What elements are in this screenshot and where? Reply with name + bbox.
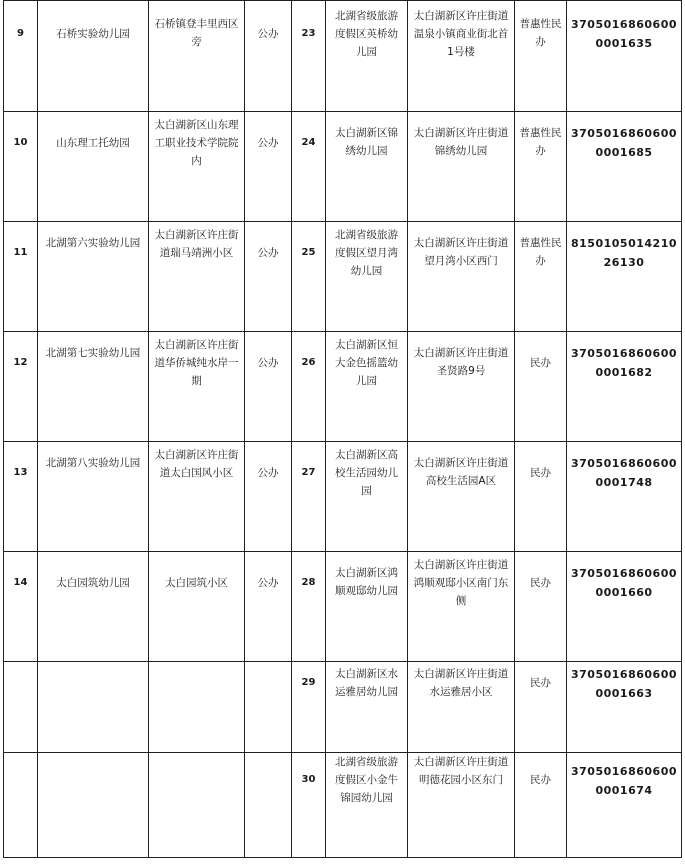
- right-number: 28: [292, 552, 326, 662]
- right-type: 普惠性民办: [515, 112, 567, 222]
- left-kindergarten-name: 山东理工托幼园: [38, 112, 149, 222]
- left-kindergarten-name: 北湖第八实验幼儿园: [38, 442, 149, 552]
- right-kindergarten-name: 北湖省级旅游度假区小金牛锦园幼儿园: [326, 753, 408, 858]
- left-number: [4, 662, 38, 753]
- right-number: 23: [292, 1, 326, 112]
- right-kindergarten-name: 北湖省级旅游度假区英桥幼儿园: [326, 1, 408, 112]
- right-type: 普惠性民办: [515, 1, 567, 112]
- left-address: 太白园筑小区: [149, 552, 245, 662]
- left-number: 13: [4, 442, 38, 552]
- right-kindergarten-name: 太白湖新区水运雅居幼儿园: [326, 662, 408, 753]
- table-row: [4, 1, 682, 112]
- right-address: 太白湖新区许庄街道望月湾小区西门: [408, 222, 515, 332]
- table-row: [4, 552, 682, 662]
- left-address: 石桥镇登丰里西区旁: [149, 1, 245, 112]
- right-address: 太白湖新区许庄街道鸿顺观邸小区南门东侧: [408, 552, 515, 662]
- right-type: 民办: [515, 332, 567, 442]
- right-number: 25: [292, 222, 326, 332]
- table-row: [4, 662, 682, 753]
- left-type: 公办: [245, 112, 292, 222]
- left-kindergarten-name: [38, 753, 149, 858]
- right-number: 29: [292, 662, 326, 753]
- left-address: [149, 662, 245, 753]
- left-type: [245, 662, 292, 753]
- right-address: 太白湖新区许庄街道温泉小镇商业街北首1号楼: [408, 1, 515, 112]
- license-code: 37050168606000001685: [567, 112, 682, 222]
- left-type: 公办: [245, 552, 292, 662]
- left-address: 太白湖新区许庄街道华侨城纯水岸一期: [149, 332, 245, 442]
- right-kindergarten-name: 北湖省级旅游度假区望月湾幼儿园: [326, 222, 408, 332]
- right-type: 民办: [515, 552, 567, 662]
- license-code: 37050168606000001635: [567, 1, 682, 112]
- left-type: 公办: [245, 332, 292, 442]
- left-address: [149, 753, 245, 858]
- table-row: [4, 442, 682, 552]
- left-address: 太白湖新区许庄街道瑞马靖洲小区: [149, 222, 245, 332]
- right-number: 26: [292, 332, 326, 442]
- table-body: [4, 1, 682, 858]
- license-code: 37050168606000001748: [567, 442, 682, 552]
- left-type: 公办: [245, 442, 292, 552]
- left-kindergarten-name: [38, 662, 149, 753]
- license-code: 37050168606000001663: [567, 662, 682, 753]
- left-number: 10: [4, 112, 38, 222]
- left-number: 14: [4, 552, 38, 662]
- left-number: 12: [4, 332, 38, 442]
- table-row: [4, 753, 682, 858]
- license-code: 37050168606000001660: [567, 552, 682, 662]
- license-code: 37050168606000001674: [567, 753, 682, 858]
- right-address: 太白湖新区许庄街道高校生活园A区: [408, 442, 515, 552]
- right-type: 民办: [515, 662, 567, 753]
- table-row: [4, 112, 682, 222]
- left-type: [245, 753, 292, 858]
- right-kindergarten-name: 太白湖新区恒大金色摇篮幼儿园: [326, 332, 408, 442]
- right-address: 太白湖新区许庄街道锦绣幼儿园: [408, 112, 515, 222]
- left-kindergarten-name: 北湖第七实验幼儿园: [38, 332, 149, 442]
- license-code: 815010501421026130: [567, 222, 682, 332]
- left-type: 公办: [245, 1, 292, 112]
- left-number: 9: [4, 1, 38, 112]
- right-address: 太白湖新区许庄街道明德花园小区东门: [408, 753, 515, 858]
- right-kindergarten-name: 太白湖新区鸿顺观邸幼儿园: [326, 552, 408, 662]
- left-number: [4, 753, 38, 858]
- right-number: 24: [292, 112, 326, 222]
- license-code: 37050168606000001682: [567, 332, 682, 442]
- left-address: 太白湖新区山东理工职业技术学院院内: [149, 112, 245, 222]
- left-address: 太白湖新区许庄街道太白国风小区: [149, 442, 245, 552]
- right-kindergarten-name: 太白湖新区锦绣幼儿园: [326, 112, 408, 222]
- right-type: 普惠性民办: [515, 222, 567, 332]
- left-kindergarten-name: 太白园筑幼儿园: [38, 552, 149, 662]
- right-type: 民办: [515, 442, 567, 552]
- right-kindergarten-name: 太白湖新区高校生活园幼儿园: [326, 442, 408, 552]
- left-kindergarten-name: 石桥实验幼儿园: [38, 1, 149, 112]
- table-row: [4, 332, 682, 442]
- right-address: 太白湖新区许庄街道圣贤路9号: [408, 332, 515, 442]
- right-address: 太白湖新区许庄街道水运雅居小区: [408, 662, 515, 753]
- table-row: [4, 222, 682, 332]
- left-number: 11: [4, 222, 38, 332]
- left-kindergarten-name: 北湖第六实验幼儿园: [38, 222, 149, 332]
- right-number: 30: [292, 753, 326, 858]
- kindergarten-table: [3, 0, 682, 858]
- right-type: 民办: [515, 753, 567, 858]
- left-type: 公办: [245, 222, 292, 332]
- right-number: 27: [292, 442, 326, 552]
